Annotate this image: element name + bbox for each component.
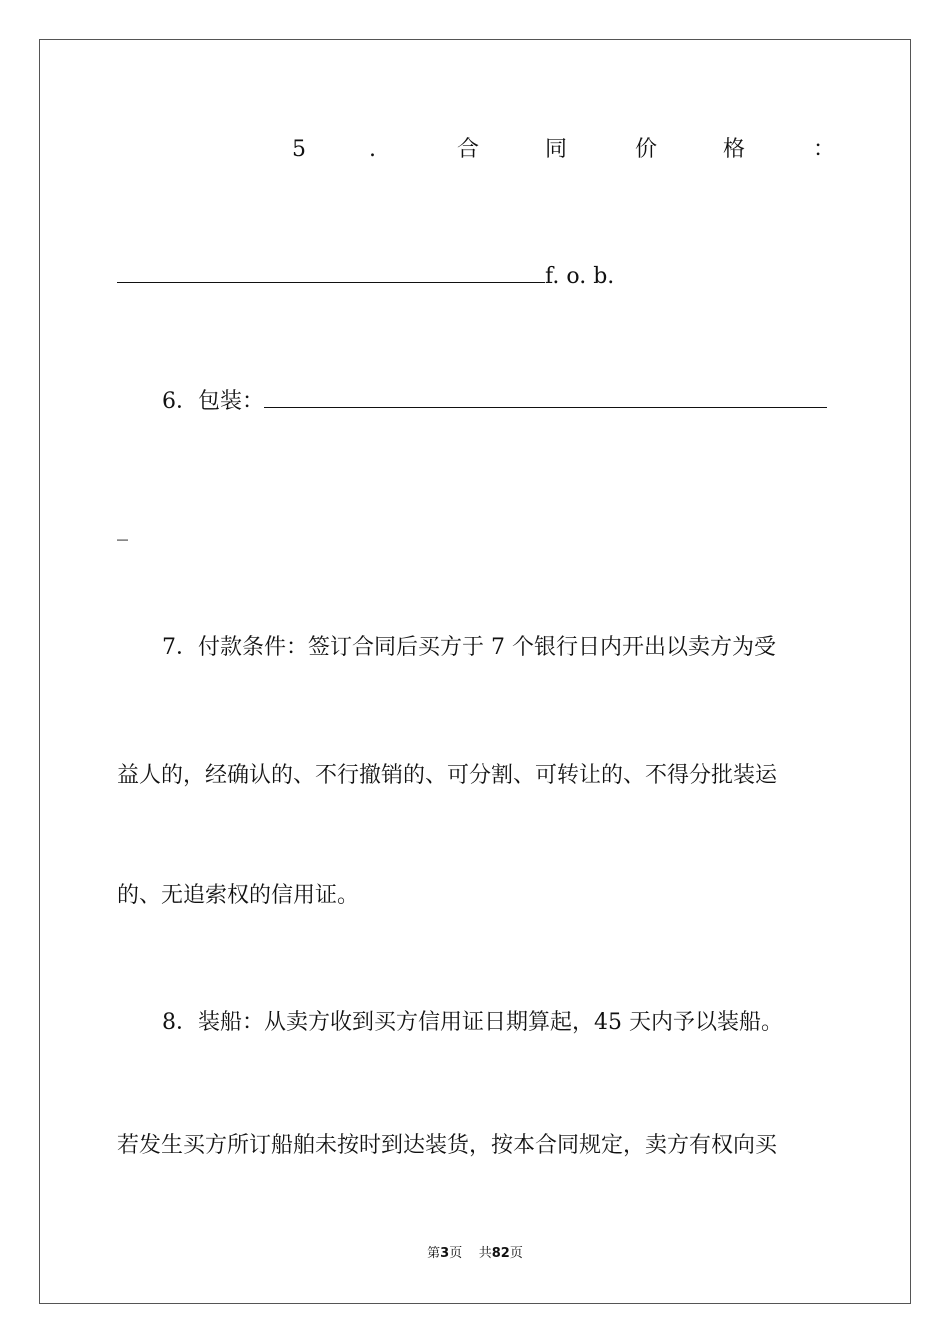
page-border (39, 39, 911, 1304)
clause-5-char-3: 价 (635, 137, 658, 162)
clause-5-char-1: 合 (457, 137, 480, 162)
clause-7-line-3: 的、无追索权的信用证。 (117, 883, 360, 908)
clause-6-label: 6．包装： (162, 389, 264, 414)
clause-6-packing (162, 385, 833, 417)
clause-8-line-1: 8．装船：从卖方收到买方信用证日期算起，45 天内予以装船。 (162, 1010, 783, 1035)
packing-blank (264, 385, 827, 408)
clause-7-line-2: 益人的，经确认的、不行撤销的、可分割、可转让的、不得分批装运 (117, 763, 778, 788)
clause-5-number: 5 (292, 137, 306, 162)
clause-5-heading (117, 135, 836, 165)
incoterm: f. o. b. (545, 264, 615, 289)
clause-5-char-2: 同 (545, 137, 568, 162)
clause-5-price-line (117, 260, 833, 292)
clause-5-dot: . (369, 137, 376, 162)
footer-total-number: 82 (491, 1246, 510, 1261)
clause-5-char-4: 格 (723, 137, 746, 162)
footer-page-prefix: 第 (427, 1246, 441, 1261)
footer-total-prefix: 共 (478, 1246, 492, 1261)
clause-5-colon: ： (813, 137, 836, 162)
footer-total-suffix: 页 (509, 1246, 523, 1261)
page-footer (0, 1244, 950, 1264)
footer-page-number: 3 (440, 1246, 450, 1261)
footer-page-suffix: 页 (449, 1246, 463, 1261)
clause-6-tail: _ (117, 516, 128, 541)
price-blank (117, 260, 545, 283)
clause-8-line-2: 若发生买方所订船舶未按时到达装货，按本合同规定，卖方有权向买 (117, 1133, 778, 1158)
clause-7-line-1: 7．付款条件：签订合同后买方于 7 个银行日内开出以卖方为受 (162, 635, 776, 660)
